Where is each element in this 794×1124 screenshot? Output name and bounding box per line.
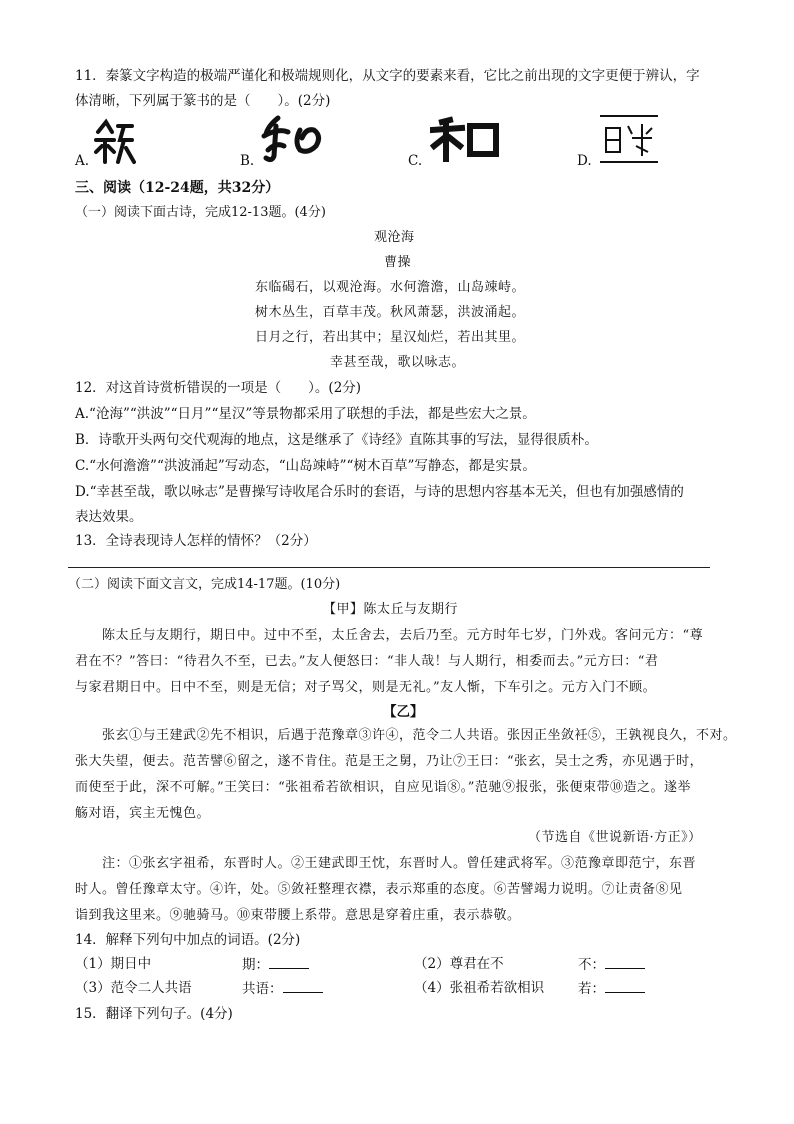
jia-line-3: 与家君期日中。日中不至，则是无信；对子骂父，则是无礼。”友人惭，下车引之。元方入门不顾。 [75, 680, 657, 695]
q11-stem-line2: 体清晰，下列属于篆书的是（ ）。(2分) [75, 93, 331, 109]
yi-line-2: 张大失望，便去。范苦譬⑥留之，遂不肯住。范是王之舅，乃让⑦王曰：“张玄，吴士之秀，亦见遇于时， [75, 754, 704, 769]
q12-option-b: B．诗歌开头两句交代观海的地点，这是继承了《诗经》直陈其事的写法，显得很质朴。 [75, 432, 598, 448]
q14-item-2-answer [578, 956, 645, 973]
q14-item-2-blank[interactable] [605, 956, 645, 969]
q15-stem: 15．翻译下列句子。(4分) [75, 1006, 233, 1022]
q14-item-4-sentence: （4）张祖希若欲相识 [414, 980, 545, 996]
q14-item-4-blank[interactable] [605, 980, 645, 993]
q14-item-1-blank[interactable] [269, 956, 309, 969]
poem-line-3: 日月之行，若出其中；星汉灿烂，若出其里。 [255, 330, 526, 345]
q12-option-d-line2: 表达效果。 [75, 509, 143, 525]
jia-line-2: 君在不？”答曰：“待君久不至，已去。”友人便怒曰：“非人哉！与人期行，相委而去。”元方曰：“君 [75, 654, 659, 669]
q14-item-2-word: 不： [578, 957, 605, 973]
seal-script-glyph-a [92, 118, 136, 166]
jia-title: 【甲】陈太丘与友期行 [323, 602, 459, 617]
poem-author: 曹操 [384, 255, 412, 270]
q11-option-c-label: C. [408, 153, 423, 169]
q14-item-3-sentence: （3）范令二人共语 [75, 980, 192, 996]
yi-line-4: 觞对语，宾主无愧色。 [75, 806, 211, 821]
yi-line-3: 而使至于此，深不可解。”王笑曰：“张祖希若欲相识，自应见诣⑧。”范驰⑨报张，张便束带⑩造之。遂举 [75, 780, 691, 795]
notes-line-1: 注：①张玄字祖希，东晋时人。②王建武即王忱，东晋时人。曾任建武将军。③范豫章即范宁，东晋 [102, 856, 697, 871]
seal-glyph-d [598, 112, 660, 166]
part2-intro: （二）阅读下面文言文，完成14-17题。(10分) [68, 577, 341, 592]
section-3-title: 三、阅读（12-24题，共32分） [75, 180, 280, 196]
q14-item-3-answer [242, 980, 323, 997]
q14-item-4-answer [578, 980, 645, 997]
yi-title: 【乙】 [383, 704, 424, 720]
poem-line-1: 东临碣石，以观沧海。水何澹澹，山岛竦峙。 [255, 280, 526, 295]
q11-option-a-label: A. [75, 153, 90, 169]
q14-item-4-word: 若： [578, 981, 605, 997]
yi-line-1: 张玄①与王建武②先不相识，后遇于范豫章③许④，范令二人共语。张因正坐敛衽⑤，王孰视良久，不对。 [102, 728, 737, 743]
q14-item-3-blank[interactable] [283, 980, 323, 993]
q14-stem: 14．解释下列句中加点的词语。(2分) [75, 932, 301, 948]
q14-item-2-sentence: （2）尊君在不 [414, 956, 504, 972]
poem-line-4: 幸甚至哉，歌以咏志。 [330, 355, 466, 370]
part1-intro: （一）阅读下面古诗，完成12-13题。(4分) [75, 205, 326, 220]
notes-line-3: 诣到我这里来。⑨驰骑马。⑩束带腰上系带。意思是穿着庄重，表示恭敬。 [75, 908, 521, 923]
source-citation: （节选自《世说新语·方正》） [528, 830, 702, 845]
jia-line-1: 陈太丘与友期行，期日中。过中不至，太丘舍去，去后乃至。元方时年七岁，门外戏。客问元方：“尊 [102, 628, 704, 643]
poem-line-2: 树木丛生，百草丰茂。秋风萧瑟，洪波涌起。 [255, 305, 526, 320]
clerical-glyph-c [430, 116, 500, 162]
q14-item-1-answer [242, 956, 309, 973]
q11-option-b-label: B. [240, 153, 255, 169]
q11-option-d-label: D. [577, 153, 592, 169]
answer-line[interactable] [68, 567, 710, 568]
q14-item-1-sentence: （1）期日中 [75, 956, 152, 972]
q12-option-d-line1: D.“幸甚至哉，歌以咏志”是曹操写诗收尾合乐时的套语，与诗的思想内容基本无关，但也有加强感情的 [75, 484, 684, 500]
q12-option-c: C.“水何澹澹”“洪波涌起”写动态，“山岛竦峙”“树木百草”写静态，都是实景。 [75, 458, 536, 474]
q13-stem: 13．全诗表现诗人怎样的情怀？（2分） [75, 533, 317, 549]
q14-item-3-word: 共语： [242, 981, 283, 997]
q12-stem: 12．对这首诗赏析错误的一项是（ ）。(2分) [75, 380, 362, 396]
q11-stem-line1: 11．秦篆文字构造的极端严谨化和极端规则化，从文字的要素来看，它比之前出现的文字更便于辨认，字 [75, 68, 700, 84]
cursive-glyph-b [260, 112, 326, 166]
q14-item-1-word: 期： [242, 957, 269, 973]
poem-title: 观沧海 [374, 230, 415, 245]
q12-option-a: A.“沧海”“洪波”“日月”“星汉”等景物都采用了联想的手法，都是些宏大之景。 [75, 406, 536, 422]
notes-line-2: 时人。曾任豫章太守。④许，处。⑤敛衽整理衣襟，表示郑重的态度。⑥苦譬竭力说明。⑦让责备⑧见 [75, 882, 683, 897]
